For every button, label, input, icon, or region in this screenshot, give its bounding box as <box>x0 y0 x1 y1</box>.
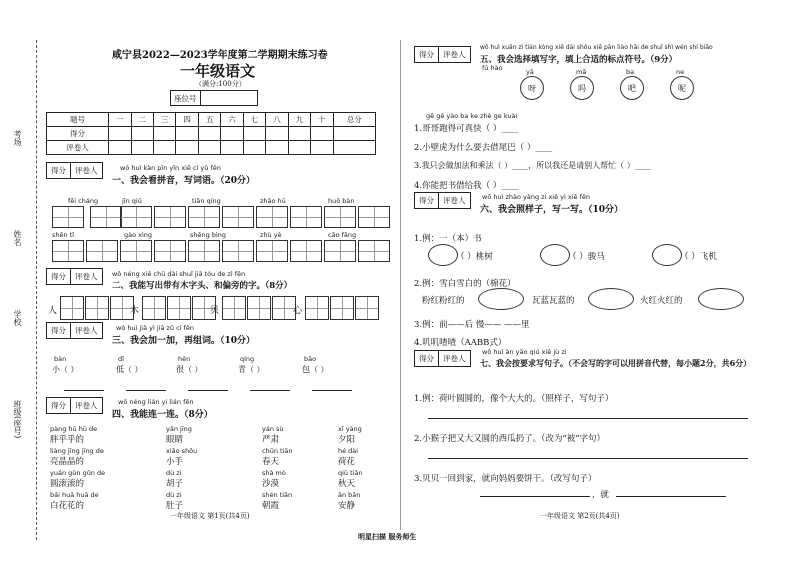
cell[interactable] <box>333 127 375 141</box>
th-9: 九 <box>288 113 310 127</box>
s3-item-1[interactable]: 小（ ） <box>52 365 79 374</box>
tian-grid[interactable] <box>85 296 109 320</box>
match-item-r1-4[interactable]: 朝霞 <box>262 501 280 511</box>
choice-py-2: mā <box>576 68 587 76</box>
answer-row-1c <box>188 206 254 228</box>
s5-line-3[interactable]: 3.我只会做加法和乘法（ ）____，所以我还是请别人帮忙（ ）____ <box>414 161 651 170</box>
answer-line[interactable] <box>188 390 228 391</box>
match-py: shén tiān <box>262 491 293 499</box>
answer-row-2c <box>188 240 254 262</box>
s6-item-2[interactable]: （ ）骏马 <box>568 252 605 262</box>
score-box-1[interactable] <box>46 162 103 179</box>
tian-grid[interactable] <box>188 206 220 228</box>
match-py: bái huā huā de <box>50 491 99 499</box>
match-py: shā mò <box>262 469 286 477</box>
tian-grid[interactable] <box>358 240 390 262</box>
s6-2-item-1: 粉红粉红的 <box>422 296 465 306</box>
grader-box-label: 评卷人 <box>75 326 98 335</box>
score-box-label: 得分 <box>47 269 71 284</box>
py-2-2: gào xìng <box>124 231 153 239</box>
answer-line[interactable] <box>64 390 104 391</box>
score-box-label: 得分 <box>47 163 71 178</box>
match-item-mid-4[interactable]: 肚子 <box>166 501 184 511</box>
match-col-r2 <box>338 425 363 511</box>
match-item-mid-3[interactable]: 胡子 <box>166 479 184 489</box>
s6-example-3[interactable]: 3.例：前——后 慢—— ——里 <box>414 320 530 330</box>
cell[interactable] <box>288 127 310 141</box>
tian-grid[interactable] <box>222 296 246 320</box>
match-item-r2-3[interactable]: 秋天 <box>338 479 356 489</box>
seat-box[interactable] <box>170 90 258 106</box>
match-py: xiǎo shǒu <box>166 447 198 455</box>
s7-line-1: 1.例：荷叶圆圆的，像个大大的。（照样子，写句子） <box>414 394 614 404</box>
s3-item-4[interactable]: 青（ ） <box>238 365 265 374</box>
s6-example-4[interactable]: 4.叽叽喳喳（AABB式） <box>414 338 507 348</box>
s3-py-2: dǐ <box>118 355 124 363</box>
answer-row-1 <box>52 206 122 228</box>
score-box-6[interactable] <box>414 192 471 209</box>
cell[interactable] <box>154 127 176 141</box>
s6-pinyin: wǒ huì zhào yàng zi xiě yi xiě fēn <box>482 193 591 201</box>
th-3: 三 <box>154 113 176 127</box>
answer-line[interactable] <box>616 496 726 497</box>
cell[interactable] <box>198 141 220 155</box>
tian-grid[interactable] <box>60 296 84 320</box>
row-label-score: 得分 <box>47 127 109 141</box>
tian-grid[interactable] <box>86 240 118 262</box>
tian-grid[interactable] <box>256 240 288 262</box>
match-py: yán sù <box>262 425 284 433</box>
s6-item-1[interactable]: （ ）桃树 <box>456 252 493 262</box>
score-table <box>46 112 376 155</box>
s5-line-4[interactable]: 4.你能把书借给我（ ）____ <box>414 181 519 191</box>
grader-box-label: 评卷人 <box>75 166 98 175</box>
choice-3[interactable]: 吧 <box>620 76 644 100</box>
py-1-3: tiān qíng <box>192 197 221 205</box>
answer-row-2d <box>256 240 322 262</box>
section-3-title: 三、我会加一加，再组词。（10分） <box>112 336 256 346</box>
py-2-1: shēn tǐ <box>52 231 75 239</box>
side-label-school: 学校 <box>13 310 22 326</box>
bottom-note: 明星扫描 服务师生 <box>358 532 417 541</box>
cell[interactable] <box>311 127 333 141</box>
section-1-title: 一、我会看拼音，写词语。（20分） <box>112 176 256 186</box>
s2-char-4: 心 <box>293 306 303 316</box>
s3-py-3: hěn <box>178 355 191 363</box>
s3-pinyin: wǒ huì jiā yì jiā zǔ cí fēn <box>116 324 194 332</box>
match-py: qiū tiān <box>338 469 363 477</box>
match-item-r1-2[interactable]: 春天 <box>262 457 280 467</box>
tian-grid[interactable] <box>154 240 186 262</box>
footer-page-1: 一年级语文 第1页(共4页) <box>170 512 250 520</box>
s5-line-1[interactable]: 1.哥哥跑得可真快（ ）____ <box>414 124 519 134</box>
side-label-exam-room: 考场 <box>13 130 22 146</box>
s1-pinyin: wǒ huì kàn pīn yīn xiě cí yǔ fēn <box>120 164 221 172</box>
answer-row-1b <box>120 206 186 228</box>
answer-line[interactable] <box>428 418 748 419</box>
tian-grid[interactable] <box>290 206 322 228</box>
tian-grid[interactable] <box>324 206 356 228</box>
section-5-title: 五、我会选择填写字，填上合适的标点符号。（9分） <box>480 55 678 65</box>
match-py: xī yáng <box>338 425 362 433</box>
score-box-label: 得分 <box>47 323 71 338</box>
match-item-mid-2[interactable]: 小手 <box>166 457 184 467</box>
score-box-7[interactable] <box>414 350 471 367</box>
tian-grid[interactable] <box>90 206 122 228</box>
s2-char-1: 人 <box>48 306 58 316</box>
py-1-1: fēi cháng <box>68 197 99 205</box>
th-6: 六 <box>221 113 243 127</box>
th-7: 七 <box>243 113 265 127</box>
answer-row-2e <box>324 240 390 262</box>
choice-py-4: ne <box>676 68 685 76</box>
section-6-title: 六、我会照样子，写一写。（10分） <box>480 205 624 215</box>
match-item-r2-1[interactable]: 夕阳 <box>338 435 356 445</box>
tian-grid[interactable] <box>167 296 191 320</box>
choice-4[interactable]: 呢 <box>670 76 694 100</box>
th-8: 八 <box>266 113 288 127</box>
s3-item-5[interactable]: 包（ ） <box>302 365 329 374</box>
answer-line[interactable] <box>126 390 166 391</box>
score-box-label: 得分 <box>415 47 439 62</box>
match-py: hé dài <box>338 447 359 455</box>
cell[interactable] <box>131 127 153 141</box>
answer-line[interactable] <box>480 496 590 497</box>
cell[interactable] <box>198 127 220 141</box>
s2-char-3: 贝 <box>210 306 220 316</box>
th-5: 五 <box>198 113 220 127</box>
blank-cloud[interactable] <box>698 288 744 310</box>
s2-char-2: 木 <box>130 306 140 316</box>
cell[interactable] <box>311 141 333 155</box>
tian-grid[interactable] <box>154 206 186 228</box>
choice-py-3: ba <box>626 68 635 76</box>
cell[interactable] <box>243 141 265 155</box>
match-py: ān bān <box>338 491 361 499</box>
grader-box-label: 评卷人 <box>75 401 98 410</box>
s5-line-1-py: gē gē yào ba ke zhè ge kuài <box>426 112 518 120</box>
section-7-title: 七、我会按要求写句子。（不会写的字可以用拼音代替，每小题2分，共6分） <box>480 358 752 368</box>
py-1-5: huǒ bàn <box>328 197 355 205</box>
match-py: dù zi <box>166 469 182 477</box>
cell[interactable] <box>266 127 288 141</box>
cell[interactable] <box>243 127 265 141</box>
tian-grid[interactable] <box>120 240 152 262</box>
match-py: yuán gǔn gǔn de <box>50 469 106 477</box>
match-item-mid-1[interactable]: 眼睛 <box>166 435 184 445</box>
s3-item-2[interactable]: 低（ ） <box>116 365 143 374</box>
choice-1[interactable]: 呀 <box>520 76 544 100</box>
s5-pinyin: wǒ huì xuǎn zì tián kòng xiě dài shǒu xiě pān liào hǎi de shuǐ shì wén shí biāo <box>480 44 713 51</box>
py-2-3: shēng bìng <box>190 231 226 239</box>
answer-row-1d <box>256 206 322 228</box>
s7-pinyin: wǒ huì àn yāo qiú xiě jù zi <box>482 348 567 356</box>
blank-cloud[interactable] <box>478 288 524 310</box>
s7-line-3: 3.贝贝一回到家，就向妈妈要饼干。（改写句子） <box>414 474 597 484</box>
match-py: dù zi <box>166 491 182 499</box>
cell[interactable] <box>109 127 131 141</box>
grader-box-label: 评卷人 <box>443 50 466 59</box>
answer-row-1e <box>324 206 390 228</box>
score-box-label: 得分 <box>415 193 439 208</box>
footer-page-2: 一年级语文 第2页(共4页) <box>540 512 620 520</box>
py-1-4: zhāo hū <box>260 197 286 205</box>
s6-example-1: 1.例：一（本）书 <box>414 234 482 244</box>
page-title: 一年级语文 <box>180 62 256 80</box>
score-box-4[interactable] <box>46 397 103 414</box>
choice-2[interactable]: 吗 <box>570 76 594 100</box>
binding-line <box>36 40 37 540</box>
s5-line-2[interactable]: 2.小壁虎为什么要去借尾巴（ ）____ <box>414 143 553 153</box>
blank-oval[interactable] <box>540 244 570 266</box>
tian-grid[interactable] <box>120 206 152 228</box>
seat-label: 座位号 <box>171 91 201 105</box>
th-11: 总分 <box>333 113 375 127</box>
s2-pinyin: wǒ néng xiě chū dài shuǐ jiā tóu de zì fēn <box>112 270 246 278</box>
blank-oval[interactable] <box>652 244 682 266</box>
s3-py-1: bàn <box>54 355 67 363</box>
score-box-2[interactable] <box>46 268 103 285</box>
tian-grid[interactable] <box>52 240 84 262</box>
s3-py-5: bāo <box>304 355 317 363</box>
answer-line[interactable] <box>428 458 748 459</box>
score-note: （满分:100分） <box>195 80 246 88</box>
grader-box-label: 评卷人 <box>443 354 466 363</box>
grader-box-label: 评卷人 <box>75 272 98 281</box>
match-item-left-1[interactable]: 胖乎乎的 <box>50 435 85 445</box>
tian-grid[interactable] <box>330 296 354 320</box>
score-box-label: 得分 <box>415 351 439 366</box>
tian-grid[interactable] <box>256 206 288 228</box>
match-item-left-3[interactable]: 圆滚滚的 <box>50 479 85 489</box>
match-item-r2-4[interactable]: 安静 <box>338 501 356 511</box>
cell[interactable] <box>131 141 153 155</box>
tian-grid[interactable] <box>290 240 322 262</box>
cell[interactable] <box>176 141 198 155</box>
choice-py-1: yā <box>526 68 534 76</box>
th-2: 二 <box>131 113 153 127</box>
match-py: liàng jīng jīng de <box>50 447 104 455</box>
score-box-label: 得分 <box>47 398 71 413</box>
match-col-mid <box>166 425 197 511</box>
s7-3-tail: ，就 <box>592 490 610 500</box>
tian-grid[interactable] <box>188 240 220 262</box>
match-item-left-2[interactable]: 亮晶晶的 <box>50 457 85 467</box>
tian-grid[interactable] <box>355 296 379 320</box>
s3-py-4: qíng <box>240 355 255 363</box>
match-py: yǎn jīng <box>166 425 192 433</box>
page-divider <box>400 40 401 530</box>
py-2-5: cāo fāng <box>328 231 357 239</box>
s3-answer-lines[interactable] <box>64 376 364 392</box>
section-4-title: 四、我能连一连。（8分） <box>112 410 213 420</box>
match-col-left <box>50 425 105 511</box>
match-item-r2-2[interactable]: 荷花 <box>338 457 356 467</box>
match-item-r1-1[interactable]: 严肃 <box>262 435 280 445</box>
match-py: chūn tiān <box>262 447 293 455</box>
side-label-class: 班级(座号) <box>13 400 22 439</box>
score-box-3[interactable] <box>46 322 103 339</box>
score-box-5[interactable] <box>414 46 471 63</box>
s2-boxes-2 <box>142 296 216 320</box>
match-py: pàng hū hū de <box>50 425 98 433</box>
grader-box-label: 评卷人 <box>443 196 466 205</box>
answer-row-2a <box>52 240 118 262</box>
s4-pinyin: wǒ néng lián yi lián fēn <box>118 398 194 406</box>
cell[interactable] <box>221 141 243 155</box>
cell[interactable] <box>288 141 310 155</box>
s6-2-item-3: 火红火红的 <box>640 296 683 306</box>
cell[interactable] <box>266 141 288 155</box>
section-2-title: 二、我能写出带有木字头、和偏旁的字。（8分） <box>112 281 293 291</box>
s2-boxes-1 <box>60 296 134 320</box>
s6-item-3[interactable]: （ ）飞机 <box>680 252 717 262</box>
match-item-left-4[interactable]: 白花花的 <box>50 501 85 511</box>
answer-row-2b <box>120 240 186 262</box>
match-col-r1 <box>262 425 292 511</box>
tian-grid[interactable] <box>142 296 166 320</box>
th-10: 十 <box>311 113 333 127</box>
py-2-4: zhù yè <box>260 231 282 239</box>
th-4: 四 <box>176 113 198 127</box>
s3-item-3[interactable]: 很（ ） <box>176 365 203 374</box>
tian-grid[interactable] <box>222 240 254 262</box>
match-item-r1-3[interactable]: 沙漠 <box>262 479 280 489</box>
cell[interactable] <box>333 141 375 155</box>
answer-line[interactable] <box>312 390 352 391</box>
s7-line-2: 2.小猴子把又大又圆的西瓜扔了。（改为“被”字句） <box>414 434 606 444</box>
th-0: 题号 <box>47 113 109 127</box>
cell[interactable] <box>221 127 243 141</box>
cell[interactable] <box>176 127 198 141</box>
py-1-2: jīn qiū <box>122 197 142 205</box>
th-1: 一 <box>109 113 131 127</box>
cell[interactable] <box>154 141 176 155</box>
s2-boxes-4 <box>305 296 379 320</box>
cell[interactable] <box>109 141 131 155</box>
tian-grid[interactable] <box>222 206 254 228</box>
s2-boxes-3 <box>222 296 296 320</box>
tian-grid[interactable] <box>52 206 84 228</box>
row-label-grader: 评卷人 <box>47 141 109 155</box>
s5-sub-pinyin: fú hào <box>482 64 503 72</box>
tian-grid[interactable] <box>247 296 271 320</box>
tian-grid[interactable] <box>305 296 329 320</box>
blank-oval[interactable] <box>428 244 458 266</box>
answer-line[interactable] <box>250 390 290 391</box>
tian-grid[interactable] <box>358 206 390 228</box>
s6-2-item-2: 瓦蓝瓦蓝的 <box>532 296 575 306</box>
s6-example-2: 2.例：雪白雪白的（棉花） <box>414 279 516 289</box>
blank-cloud[interactable] <box>588 288 634 310</box>
school-title: 咸宁县2022—2023学年度第二学期期末练习卷 <box>112 50 328 61</box>
side-label-name: 姓名 <box>13 230 22 246</box>
tian-grid[interactable] <box>324 240 356 262</box>
